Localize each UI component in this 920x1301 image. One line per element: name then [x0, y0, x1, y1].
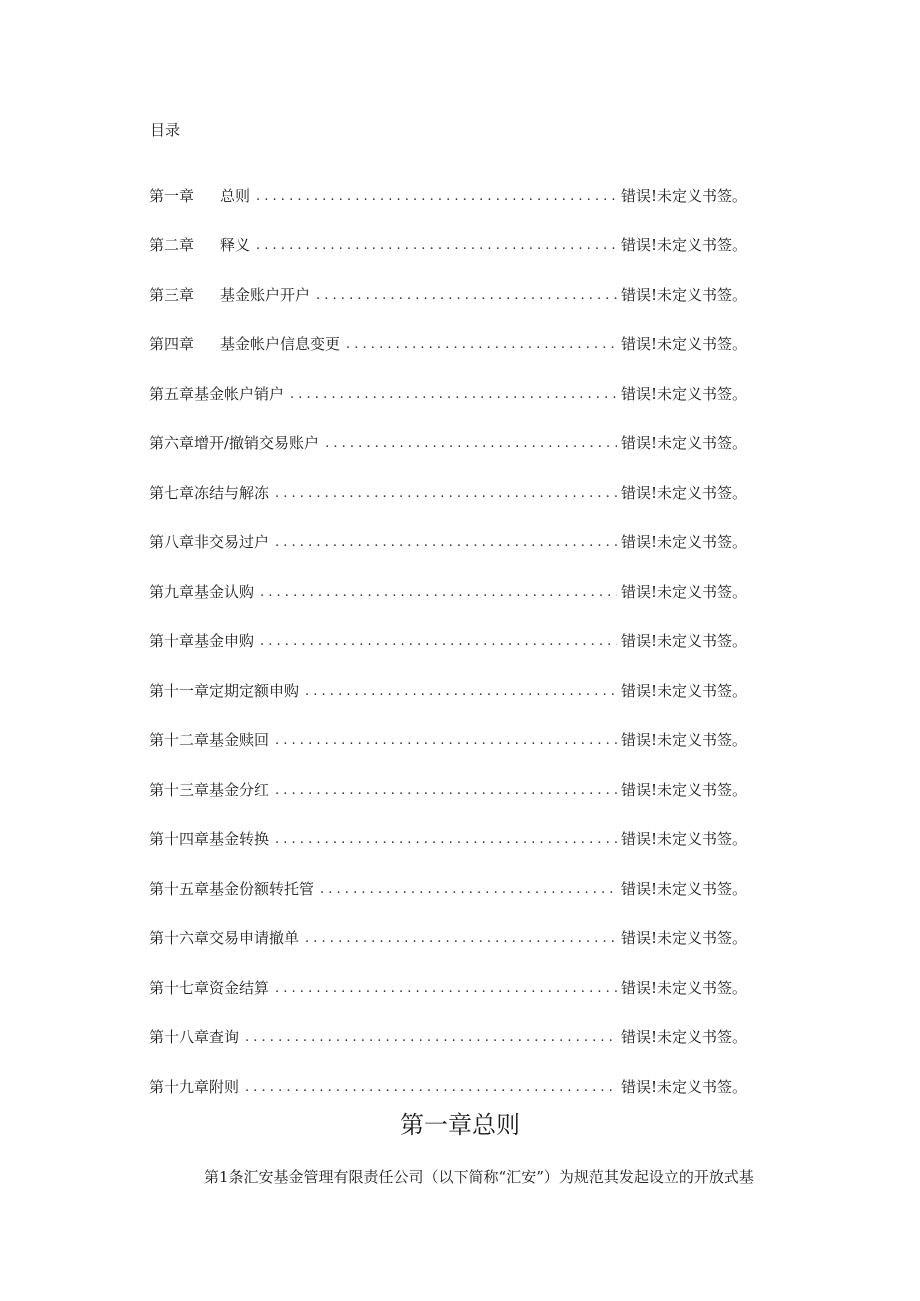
- toc-dot-leader: [275, 830, 617, 850]
- toc-dot-leader: [256, 187, 617, 207]
- toc-entry-title: 第七章冻结与解冻: [149, 483, 270, 502]
- table-of-contents: [149, 171, 747, 1112]
- toc-entry[interactable]: [149, 617, 747, 667]
- toc-entry-chapter: 第三章: [149, 285, 195, 304]
- toc-entry-chapter: 第四章: [149, 335, 195, 354]
- toc-entry-title: 第六章增开/撤销交易账户: [149, 434, 320, 453]
- toc-entry-page: 错误!未定义书签。: [620, 384, 747, 403]
- toc-entry[interactable]: [149, 270, 747, 320]
- toc-dot-leader: [260, 632, 617, 652]
- chapter-first-paragraph: 第1条汇安基金管理有限责任公司（以下简称“汇安”）为规范其发起设立的开放式基: [204, 1168, 754, 1186]
- toc-entry[interactable]: [149, 1013, 747, 1063]
- toc-entry-title: 基金账户开户: [220, 285, 311, 304]
- toc-dot-leader: [275, 979, 617, 999]
- toc-entry-title: 基金帐户信息变更: [220, 335, 341, 354]
- toc-dot-leader: [256, 236, 617, 256]
- toc-heading: 目录: [150, 121, 181, 139]
- toc-entry[interactable]: [149, 468, 747, 518]
- toc-entry-page: 错误!未定义书签。: [620, 731, 747, 750]
- toc-entry-title: 第十八章查询: [149, 1028, 240, 1047]
- toc-entry-page: 错误!未定义书签。: [620, 1028, 747, 1047]
- toc-entry-page: 错误!未定义书签。: [620, 929, 747, 948]
- toc-entry-chapter: 第一章: [149, 186, 195, 205]
- toc-entry-page: 错误!未定义书签。: [620, 483, 747, 502]
- toc-entry-page: 错误!未定义书签。: [620, 533, 747, 552]
- toc-entry-page: 错误!未定义书签。: [620, 186, 747, 205]
- toc-dot-leader: [245, 1028, 617, 1048]
- toc-entry-title: 第十章基金申购: [149, 632, 255, 651]
- toc-entry-title: 第十三章基金分红: [149, 780, 270, 799]
- toc-entry[interactable]: [149, 369, 747, 419]
- toc-entry[interactable]: [149, 963, 747, 1013]
- toc-entry-title: 第五章基金帐户销户: [149, 384, 285, 403]
- toc-entry-page: 错误!未定义书签。: [620, 285, 747, 304]
- toc-entry[interactable]: [149, 419, 747, 469]
- toc-entry[interactable]: [149, 914, 747, 964]
- toc-dot-leader: [275, 731, 617, 751]
- toc-dot-leader: [275, 533, 617, 553]
- toc-dot-leader: [245, 1078, 617, 1098]
- toc-entry-page: 错误!未定义书签。: [620, 582, 747, 601]
- toc-entry-title: 第十二章基金赎回: [149, 731, 270, 750]
- toc-dot-leader: [325, 434, 617, 454]
- toc-dot-leader: [275, 484, 617, 504]
- toc-dot-leader: [316, 286, 617, 306]
- toc-entry-title: 总则: [220, 186, 251, 205]
- toc-entry-page: 错误!未定义书签。: [620, 681, 747, 700]
- toc-entry[interactable]: [149, 518, 747, 568]
- toc-entry-page: 错误!未定义书签。: [620, 780, 747, 799]
- toc-entry-title: 第十九章附则: [149, 1077, 240, 1096]
- toc-entry-title: 第九章基金认购: [149, 582, 255, 601]
- toc-entry-page: 错误!未定义书签。: [620, 335, 747, 354]
- toc-entry-title: 第十一章定期定额申购: [149, 681, 300, 700]
- toc-dot-leader: [305, 929, 617, 949]
- toc-dot-leader: [260, 583, 617, 603]
- toc-entry-page: 错误!未定义书签。: [620, 434, 747, 453]
- toc-entry-page: 错误!未定义书签。: [620, 236, 747, 255]
- toc-entry-title: 第十五章基金份额转托管: [149, 879, 315, 898]
- toc-entry[interactable]: [149, 666, 747, 716]
- toc-entry-page: 错误!未定义书签。: [620, 978, 747, 997]
- toc-entry-page: 错误!未定义书签。: [620, 632, 747, 651]
- toc-dot-leader: [320, 880, 617, 900]
- toc-entry[interactable]: [149, 320, 747, 370]
- chapter-title: 第一章总则: [400, 1111, 520, 1139]
- toc-entry[interactable]: [149, 221, 747, 271]
- toc-dot-leader: [305, 682, 617, 702]
- toc-entry[interactable]: [149, 716, 747, 766]
- toc-entry[interactable]: [149, 1062, 747, 1112]
- toc-entry-title: 第十六章交易申请撤单: [149, 929, 300, 948]
- toc-entry-title: 释义: [220, 236, 251, 255]
- toc-entry[interactable]: [149, 864, 747, 914]
- toc-entry[interactable]: [149, 815, 747, 865]
- toc-entry-chapter: 第二章: [149, 236, 195, 255]
- toc-dot-leader: [275, 781, 617, 801]
- toc-dot-leader: [290, 385, 617, 405]
- toc-dot-leader: [346, 335, 617, 355]
- toc-entry-page: 错误!未定义书签。: [620, 879, 747, 898]
- toc-entry-title: 第十七章资金结算: [149, 978, 270, 997]
- toc-entry[interactable]: [149, 171, 747, 221]
- toc-entry[interactable]: [149, 765, 747, 815]
- toc-entry-page: 错误!未定义书签。: [620, 1077, 747, 1096]
- toc-entry-page: 错误!未定义书签。: [620, 830, 747, 849]
- toc-entry-title: 第十四章基金转换: [149, 830, 270, 849]
- toc-entry-title: 第八章非交易过户: [149, 533, 270, 552]
- toc-entry[interactable]: [149, 567, 747, 617]
